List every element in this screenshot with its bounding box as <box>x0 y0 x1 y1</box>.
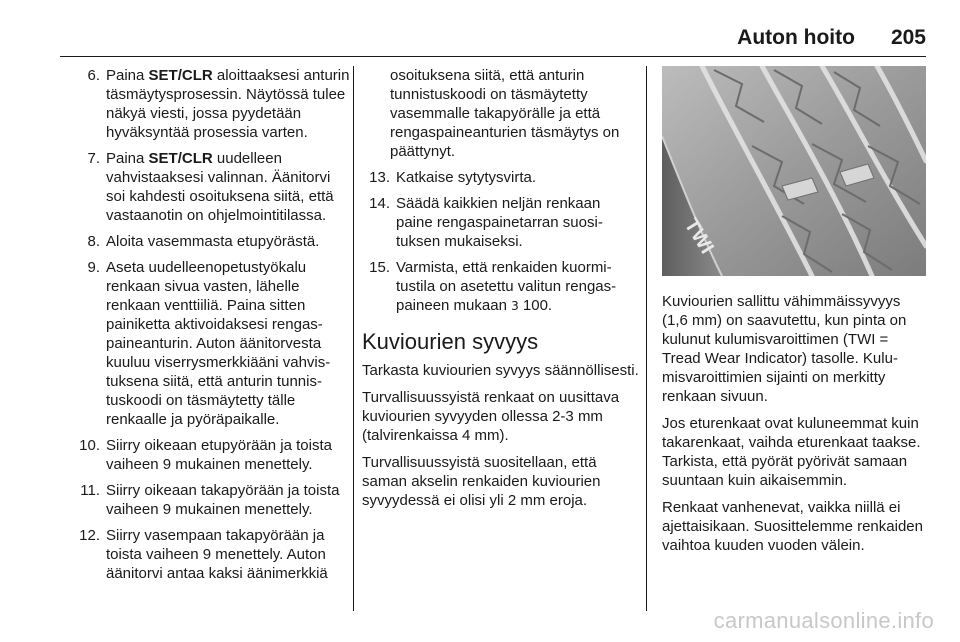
step-text <box>396 258 640 316</box>
step-number: 12. <box>79 527 100 544</box>
step-text: Aloita vasemmasta etupyörästä. <box>106 233 320 250</box>
section-title: Auton hoito <box>737 26 855 49</box>
step-15 <box>362 258 640 316</box>
step-6 <box>72 66 350 142</box>
step-text: Siirry vasempaan takapyörään ja toista vaiheen 9 menettely. Auton äänitorvi antaa kaksi äänimerkkiä <box>106 527 328 582</box>
page-reference-icon: 3 <box>511 299 519 313</box>
step-text-post: uudelleen vahvistaaksesi valinnan. Äänitorvi soi kahdesti osoituksena siitä, että vastaanotin on ohjelmointitilassa. <box>106 150 334 224</box>
twi-marking: TWI <box>679 214 718 258</box>
column-2 <box>362 66 640 518</box>
step-12 <box>62 526 350 583</box>
step-text-main: Varmista, että renkaiden kuormitustila on asetettu valitun rengaspaineen mukaan <box>396 259 617 314</box>
column-divider-2 <box>646 66 647 611</box>
step-9 <box>72 258 350 429</box>
step-number: 8. <box>87 233 100 250</box>
step-text: Siirry oikeaan etupyörään ja toista vaiheen 9 mukainen menettely. <box>106 437 332 473</box>
button-name: SET/CLR <box>148 67 213 84</box>
step-text <box>106 66 350 142</box>
watermark-text: carmanualsonline.info <box>713 608 934 633</box>
step-text-pre: Paina <box>106 150 149 167</box>
page-number: 205 <box>890 26 926 49</box>
step-text: Aseta uudelleenopetustyökalu renkaan sivua vasten, lähelle renkaan venttiiliä. Paina sitten painiketta aktivoidaksesi rengaspaineanturin. Auton äänitorvesta kuuluu viserrysmerkkiääni vahvistuksena siitä, että anturin tunnistuskoodi on täsmäytetty tälle renkaalle ja pyöräpaikalle. <box>106 259 331 428</box>
section-heading: Kuviourien syvyys <box>362 329 539 354</box>
paragraph: Tarkasta kuviourien syvyys säännöllisesti. <box>362 362 639 379</box>
step-text <box>106 149 350 225</box>
paragraph: Renkaat vanhenevat, vaikka niillä ei ajettaisikaan. Suosittelemme renkaiden vaihtoa kuuden vuoden välein. <box>662 499 923 554</box>
column-1 <box>72 66 350 590</box>
step-text: Katkaise sytytysvirta. <box>396 169 537 186</box>
step-8 <box>72 232 350 251</box>
step-text-pre: Paina <box>106 67 149 84</box>
step-number: 14. <box>369 195 390 212</box>
step-7 <box>72 149 350 225</box>
step-10 <box>62 436 350 474</box>
paragraph: Turvallisuussyistä suositellaan, että saman akselin renkaiden kuviourien syvyydessä ei olisi yli 2 mm eroja. <box>362 454 601 509</box>
step-text: Siirry oikeaan takapyörään ja toista vaiheen 9 mukainen menettely. <box>106 482 340 518</box>
paragraph: Jos eturenkaat ovat kuluneemmat kuin takarenkaat, vaihda eturenkaat taakse. Tarkista, että pyörät pyörivät samaan suuntaan kuin aikaisemmin. <box>662 415 921 489</box>
watermark <box>0 602 960 642</box>
step-number: 13. <box>369 169 390 186</box>
paragraph: Turvallisuussyistä renkaat on uusittava kuviourien syvyyden ollessa 2-3 mm (talvirenkaissa 4 mm). <box>362 389 620 444</box>
paragraph: Kuviourien sallittu vähimmäissyvyys (1,6 mm) on saavutettu, kun pinta on kulunut kulumisvaroittimen (TWI = Tread Wear Indicator) tasolle. Kulumisvaroittimien sijainti on merkitty renkaan sivuun. <box>662 293 907 405</box>
page-reference[interactable]: 100. <box>518 297 553 314</box>
step-11 <box>62 481 350 519</box>
page-header <box>0 26 926 56</box>
step-number: 15. <box>369 259 390 276</box>
step-12-continuation: osoituksena siitä, että anturin tunnistuskoodi on täsmäytetty vasemmalle takapyörälle ja että rengaspaineanturien täsmäytys on päättynyt. <box>390 67 620 160</box>
step-text: Säädä kaikkien neljän renkaan paine rengaspainetarran suosituksen mukaiseksi. <box>396 195 603 250</box>
tire-tread-illustration <box>662 66 926 276</box>
step-number: 11. <box>80 482 100 499</box>
step-number: 7. <box>87 150 100 167</box>
column-divider-1 <box>353 66 354 611</box>
step-14 <box>362 194 640 251</box>
step-number: 6. <box>87 67 100 84</box>
step-text-post: aloittaaksesi anturin täsmäytysprosessin. Näytössä tulee näkyä viesti, jossa pyydetään hyväksyntää prosessia varten. <box>106 67 350 141</box>
step-number: 10. <box>79 437 100 454</box>
column-3 <box>662 66 928 563</box>
header-rule <box>60 56 926 57</box>
step-number: 9. <box>87 259 100 276</box>
step-13 <box>362 168 640 187</box>
button-name: SET/CLR <box>148 150 213 167</box>
